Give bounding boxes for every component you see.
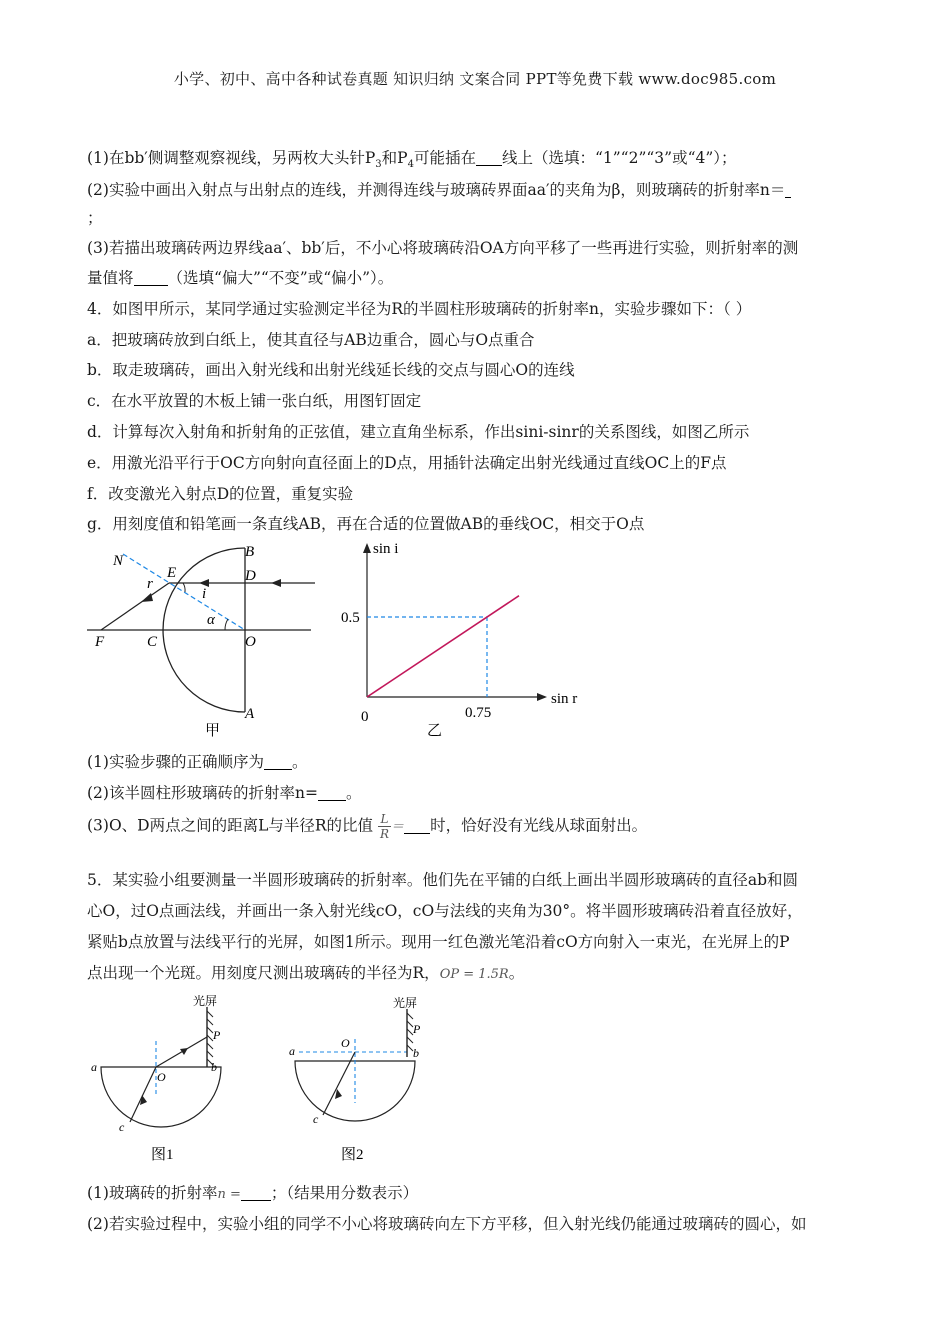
- figure-yi-caption: 乙: [427, 723, 443, 739]
- figure-2-caption: 图2: [341, 1147, 364, 1163]
- figure-1-caption: 图1: [151, 1147, 174, 1163]
- label-b: b: [211, 1060, 217, 1074]
- label-c: c: [313, 1112, 319, 1126]
- label-f: F: [95, 634, 105, 650]
- q4-stem: 4．如图甲所示，某同学通过实验测定半径为R的半圆柱形玻璃砖的折射率n，实验步骤如下：（ ）: [87, 300, 752, 318]
- q5-line1: 5．某实验小组要测量一半圆形玻璃砖的折射率。他们先在平铺的白纸上画出半圆形玻璃砖的直径ab和圆: [87, 871, 799, 889]
- q4-sub2: (2)该半圆柱形玻璃砖的折射率n= 。: [87, 784, 362, 802]
- answer-blank[interactable]: [264, 753, 292, 770]
- normal-line: [123, 554, 245, 630]
- q3-part3: (3)若描出玻璃砖两边界线aa′、bb′后，不小心将玻璃砖沿OA方向平移了一些再进行实验，则折射率的测: [87, 239, 799, 257]
- q5-line2: 心O，过O点画法线，并画出一条入射光线cO，cO与法线的夹角为30°。将半圆形玻璃砖沿着直径放好，: [87, 902, 803, 920]
- figure-1: [85, 995, 245, 1170]
- data-series-line: [367, 596, 519, 697]
- label-d: D: [245, 568, 256, 584]
- label-a: A: [245, 706, 255, 722]
- q4-step-b: b．取走玻璃砖，画出入射光线和出射光线延长线的交点与圆心O的连线: [87, 361, 575, 379]
- arrow-icon: [140, 1095, 147, 1105]
- q3-part2-end: ；: [87, 209, 103, 227]
- label-o: O: [157, 1070, 166, 1084]
- angle-alpha-arc: [225, 619, 228, 630]
- angle-i-arc: [183, 583, 185, 592]
- screen-label: 光屏: [393, 996, 418, 1010]
- fraction-l-over-r: $\frac{L}{R}$: [380, 812, 390, 841]
- figure-jia-caption: 甲: [205, 723, 221, 739]
- q4-step-f: f．改变激光入射点D的位置，重复实验: [87, 485, 354, 503]
- label-c: C: [147, 634, 158, 650]
- label-o: O: [245, 634, 256, 650]
- q4-step-g: g．用刻度值和铅笔画一条直线AB，再在合适的位置做AB的垂线OC，相交于O点: [87, 515, 645, 533]
- answer-blank[interactable]: [404, 817, 430, 834]
- answer-blank[interactable]: [318, 784, 346, 801]
- q3-part1: (1)在bb′侧调整观察视线，另两枚大头针$P_3$和$P_4$可能插在 线上（选填：“1”“2”“3”或“4”）；: [87, 149, 737, 171]
- label-i: i: [202, 586, 207, 602]
- label-r: r: [147, 576, 153, 592]
- q4-step-c: c．在水平放置的木板上铺一张白纸，用图钉固定: [87, 392, 422, 410]
- label-a: a: [91, 1060, 97, 1074]
- screen-label: 光屏: [193, 995, 218, 1008]
- q4-sub1: (1)实验步骤的正确顺序为 。: [87, 753, 308, 771]
- y-tick-label: 0.5: [341, 610, 360, 626]
- y-axis-arrow-icon: [363, 543, 371, 553]
- label-alpha: α: [207, 612, 215, 628]
- q5-line3: 紧贴b点放置与法线平行的光屏，如图1所示。现用一红色激光笔沿着cO方向射入一束光，在光屏上的P: [87, 933, 790, 951]
- q5-line4: 点出现一个光斑。用刻度尺测出玻璃砖的半径为R，OP = 1.5R。: [87, 964, 525, 982]
- figure-jia: [85, 540, 325, 740]
- arrow-icon: [141, 593, 153, 602]
- q3-part2: (2)实验中画出入射点与出射点的连线，并测得连线与玻璃砖界面aa′的夹角为β，则玻璃砖的折射率n＝: [87, 178, 791, 200]
- q4-step-e: e．用激光沿平行于OC方向射向直径面上的D点，用插针法确定出射光线通过直线OC上的F点: [87, 454, 727, 472]
- q4-step-a: a．把玻璃砖放到白纸上，使其直径与AB边重合，圆心与O点重合: [87, 331, 535, 349]
- label-b: B: [245, 544, 255, 560]
- figure-2: [285, 995, 445, 1170]
- q4-sub3: (3)O、D两点之间的距离L与半径R的比值 $\frac{L}{R}$ ＝ 时，恰好没有光线从球面射出。: [87, 812, 648, 841]
- x-axis-label: sin r: [551, 691, 578, 707]
- figure-yi-chart: [335, 535, 580, 745]
- q5-sub1: (1)玻璃砖的折射率n = ；（结果用分数表示）: [87, 1184, 419, 1202]
- arrow-icon: [271, 579, 281, 587]
- x-axis-arrow-icon: [537, 693, 547, 701]
- emergent-ray: [101, 583, 169, 630]
- origin-label: 0: [361, 709, 369, 725]
- y-axis-label: sin i: [373, 541, 399, 557]
- x-tick-label: 0.75: [465, 705, 492, 721]
- refracted-ray: [156, 1037, 207, 1067]
- label-b: b: [413, 1046, 419, 1060]
- answer-blank[interactable]: [134, 269, 168, 286]
- label-o: O: [341, 1036, 350, 1050]
- label-p: P: [213, 1028, 221, 1042]
- incident-ray-co: [130, 1067, 156, 1122]
- answer-blank[interactable]: [785, 181, 791, 198]
- label-c: c: [119, 1120, 125, 1134]
- label-n: N: [113, 553, 124, 569]
- label-a: a: [289, 1044, 295, 1058]
- q3-part3-cont: 量值将 （选填“偏大”“不变”或“偏小”）。: [87, 269, 394, 287]
- q4-step-d: d．计算每次入射角和折射角的正弦值，建立直角坐标系，作出sini-sinr的关系图线，如图乙所示: [87, 423, 750, 441]
- answer-blank[interactable]: [241, 1184, 271, 1201]
- answer-blank[interactable]: [476, 149, 502, 166]
- q5-sub2: (2)若实验过程中，实验小组的同学不小心将玻璃砖向左下方平移，但入射光线仍能通过玻璃砖的圆心，如: [87, 1215, 807, 1233]
- label-p: P: [413, 1022, 421, 1036]
- label-e: E: [167, 565, 177, 581]
- page-header: 小学、初中、高中各种试卷真题 知识归纳 文案合同 PPT等免费下载 www.doc985.com: [173, 70, 777, 88]
